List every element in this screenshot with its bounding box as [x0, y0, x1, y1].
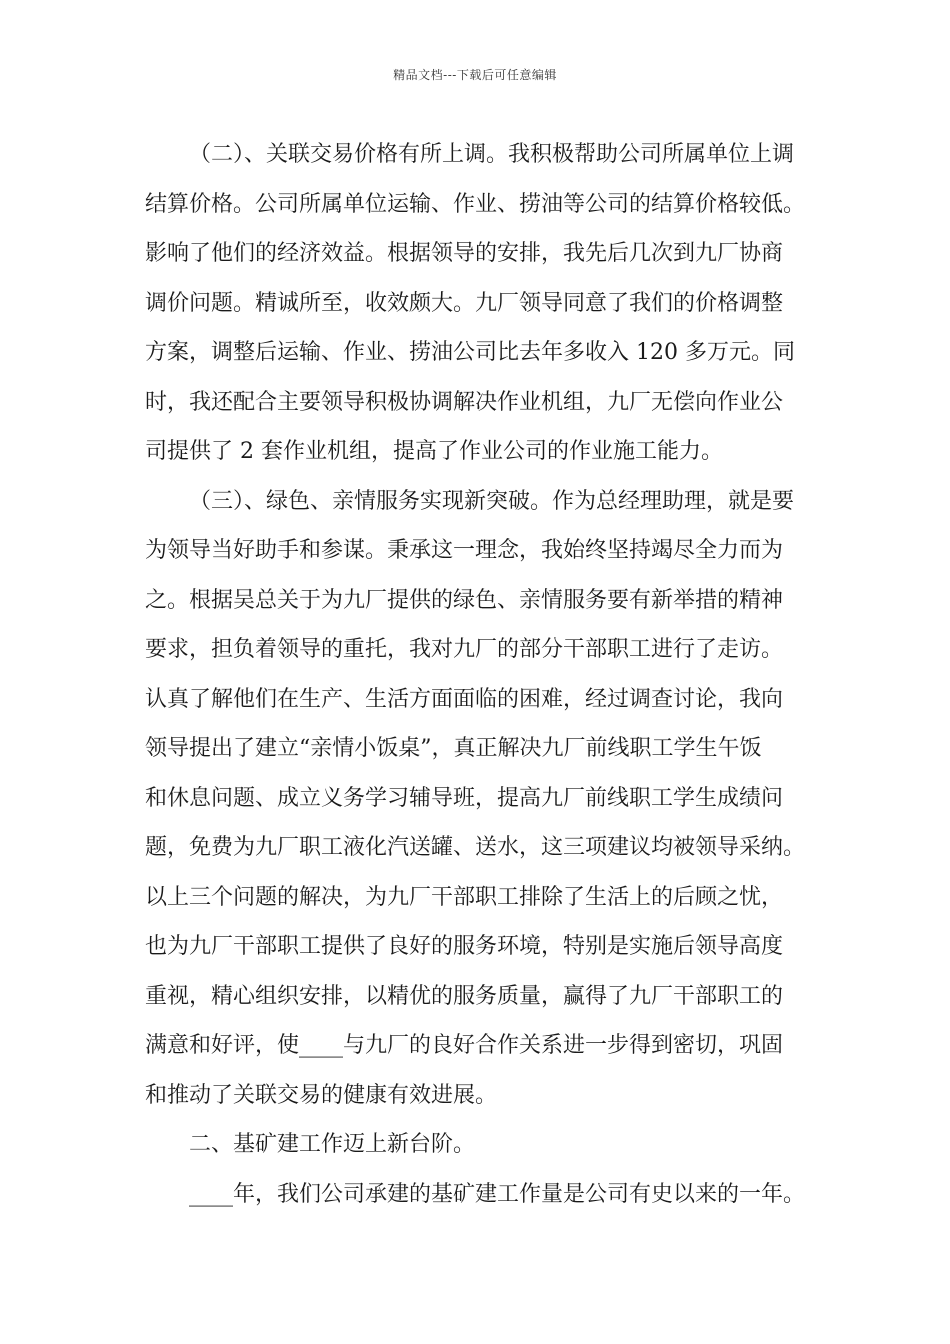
text-line: 以上三个问题的解决，为九厂干部职工排除了生活上的后顾之忧， [145, 884, 784, 910]
text-line: （二）、关联交易价格有所上调。我积极帮助公司所属单位上调 [189, 142, 795, 167]
text-line: 认真了解他们在生产、生活方面面临的困难，经过调查讨论，我向 [145, 686, 784, 712]
text-line: 重视，精心组织安排，以精优的服务质量，赢得了九厂干部职工的 [145, 983, 784, 1009]
text-line: 和推动了关联交易的健康有效进展。 [145, 1082, 498, 1108]
text-line: 领导提出了建立“亲情小饭桌”，真正解决九厂前线职工学生午饭 [145, 736, 762, 761]
text-line: 题，免费为九厂职工液化汽送罐、送水，这三项建议均被领导采纳。 [145, 835, 806, 860]
paragraph [145, 477, 830, 1121]
text-line: 时，我还配合主要领导积极协调解决作业机组，九厂无偿向作业公 [145, 389, 784, 415]
page-header: 精品文档---下载后可任意编辑 [393, 68, 557, 82]
text-line: （三）、绿色、亲情服务实现新突破。作为总经理助理，就是要 [189, 488, 795, 514]
text-line: 为领导当好助手和参谋。秉承这一理念，我始终坚持竭尽全力而为 [145, 538, 784, 563]
text-line: 也为九厂干部职工提供了良好的服务环境，特别是实施后领导高度 [145, 934, 784, 959]
text-line: 要求，担负着领导的重托，我对九厂的部分干部职工进行了走访。 [145, 637, 784, 662]
section-heading [145, 1120, 830, 1170]
paragraph [145, 1170, 830, 1220]
text-line: 调价问题。精诚所至，收效颇大。九厂领导同意了我们的价格调整 [145, 290, 784, 316]
text-line: 结算价格。公司所属单位运输、作业、捞油等公司的结算价格较低。 [145, 191, 806, 217]
document-body [145, 130, 830, 1219]
text-line: 影响了他们的经济效益。根据领导的安排，我先后几次到九厂协商 [145, 241, 784, 266]
text-line: 满意和好评，使____与九厂的良好合作关系进一步得到密切，巩固 [145, 1033, 784, 1058]
text-line: 方案，调整后运输、作业、捞油公司比去年多收入 120 多万元。同 [145, 340, 795, 365]
text-line: 之。根据吴总关于为九厂提供的绿色、亲情服务要有新举措的精神 [145, 587, 784, 613]
text-line: 和休息问题、成立义务学习辅导班，提高九厂前线职工学生成绩问 [145, 785, 784, 811]
paragraph [145, 130, 830, 477]
text-line: ____年，我们公司承建的基矿建工作量是公司有史以来的一年。 [189, 1181, 806, 1207]
text-line: 司提供了 2 套作业机组，提高了作业公司的作业施工能力。 [145, 439, 723, 464]
text-line: 二、基矿建工作迈上新台阶。 [189, 1132, 476, 1157]
